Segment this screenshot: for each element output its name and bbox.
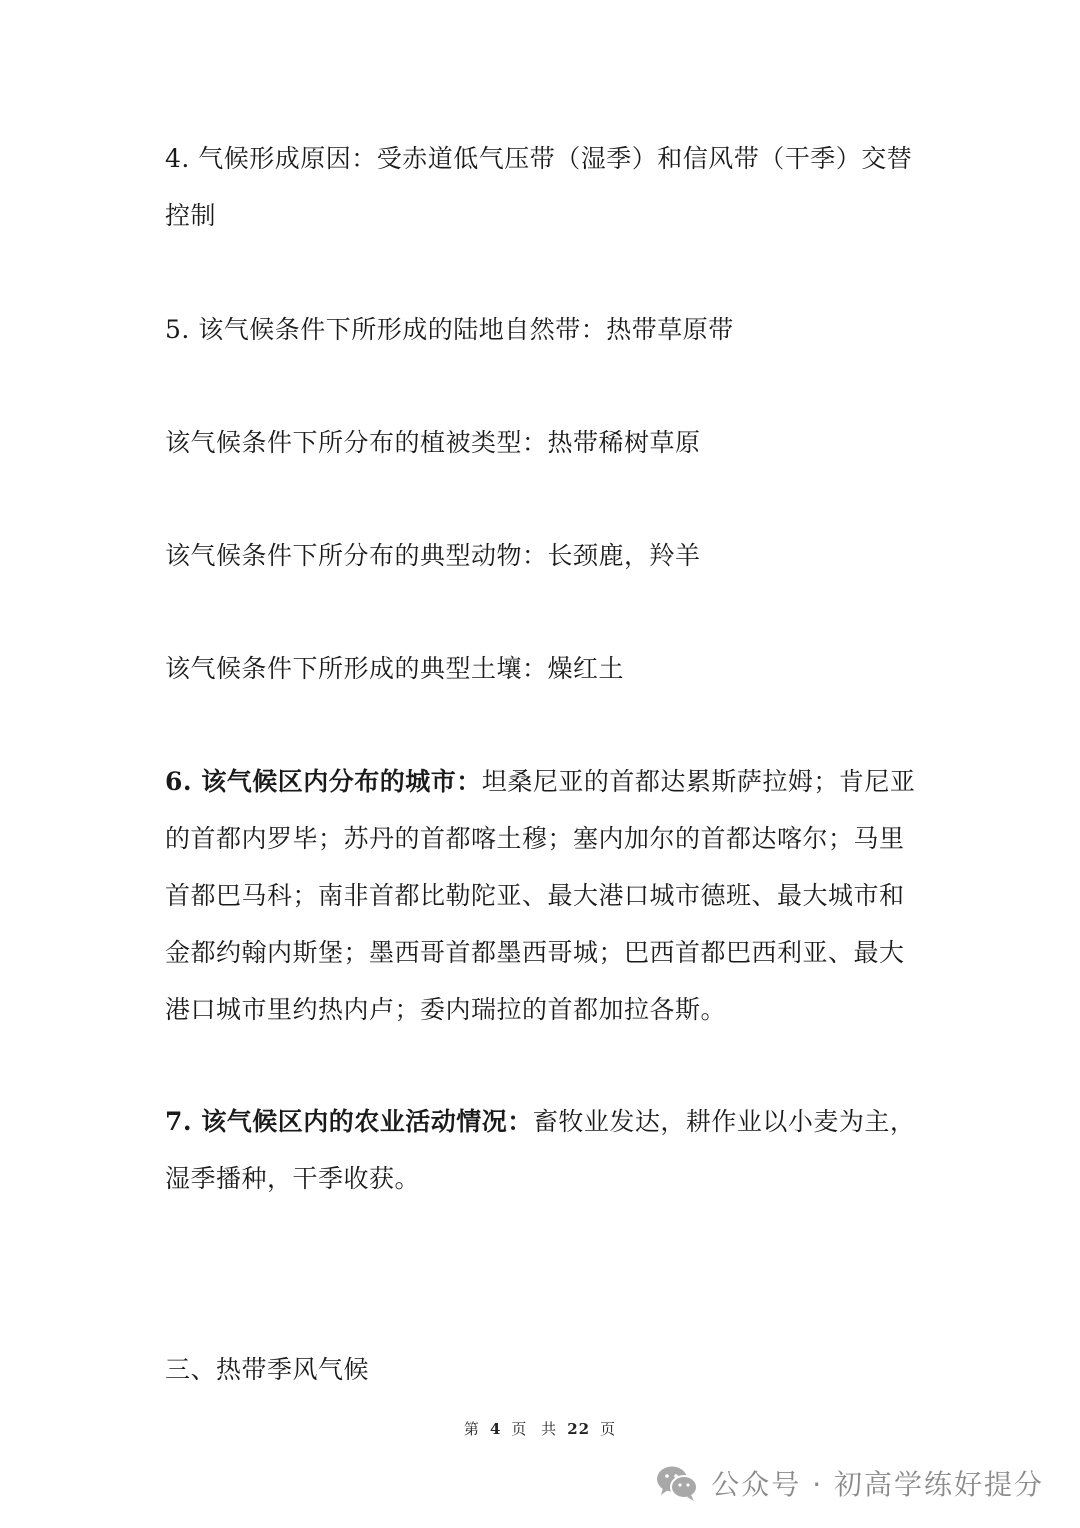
footer-word-ye-2: 页 <box>600 1420 617 1438</box>
page-footer <box>0 1418 1080 1439</box>
paragraph-soil-text: 该气候条件下所形成的典型土壤：燥红土 <box>165 654 625 683</box>
paragraph-agriculture-label: 7. 该气候区内的农业活动情况： <box>165 1107 533 1136</box>
footer-page-number: 4 <box>489 1420 502 1438</box>
paragraph-agriculture <box>165 1093 925 1207</box>
paragraph-natural-zone-text: 5. 该气候条件下所形成的陆地自然带：热带草原带 <box>165 315 734 344</box>
paragraph-climate-cause-text: 4. 气候形成原因：受赤道低气压带（湿季）和信风带（干季）交替控制 <box>165 144 913 230</box>
section-heading-monsoon-text: 三、热带季风气候 <box>165 1355 370 1384</box>
wechat-watermark <box>655 1458 1044 1508</box>
paragraph-soil <box>165 640 925 697</box>
footer-word-ye: 页 <box>511 1420 528 1438</box>
paragraph-cities-text: 坦桑尼亚的首都达累斯萨拉姆；肯尼亚的首都内罗毕；苏丹的首都喀土穆；塞内加尔的首都达喀尔；马里首都巴马科；南非首都比勒陀亚、最大港口城市德班、最大城市和金都约翰内斯堡；墨西哥首都墨西哥城；巴西首都巴西利亚、最大港口城市里约热内卢；委内瑞拉的首都加拉各斯。 <box>165 767 916 1024</box>
paragraph-animals-text: 该气候条件下所分布的典型动物：长颈鹿，羚羊 <box>165 541 701 570</box>
watermark-text: 公众号 · 初高学练好提分 <box>711 1468 1044 1501</box>
footer-word-gong: 共 <box>541 1420 558 1438</box>
paragraph-cities-label: 6. 该气候区内分布的城市： <box>165 767 482 796</box>
wechat-icon <box>655 1463 699 1503</box>
paragraph-animals <box>165 527 925 584</box>
footer-total-pages: 22 <box>567 1420 591 1438</box>
footer-word-di: 第 <box>463 1420 480 1438</box>
paragraph-vegetation <box>165 414 925 471</box>
paragraph-cities <box>165 753 925 1038</box>
paragraph-vegetation-text: 该气候条件下所分布的植被类型：热带稀树草原 <box>165 428 701 457</box>
paragraph-agriculture-text: 畜牧业发达，耕作业以小麦为主，湿季播种，干季收获。 <box>165 1107 916 1193</box>
section-heading-monsoon <box>165 1341 925 1398</box>
paragraph-natural-zone <box>165 301 925 358</box>
paragraph-climate-cause <box>165 130 925 244</box>
